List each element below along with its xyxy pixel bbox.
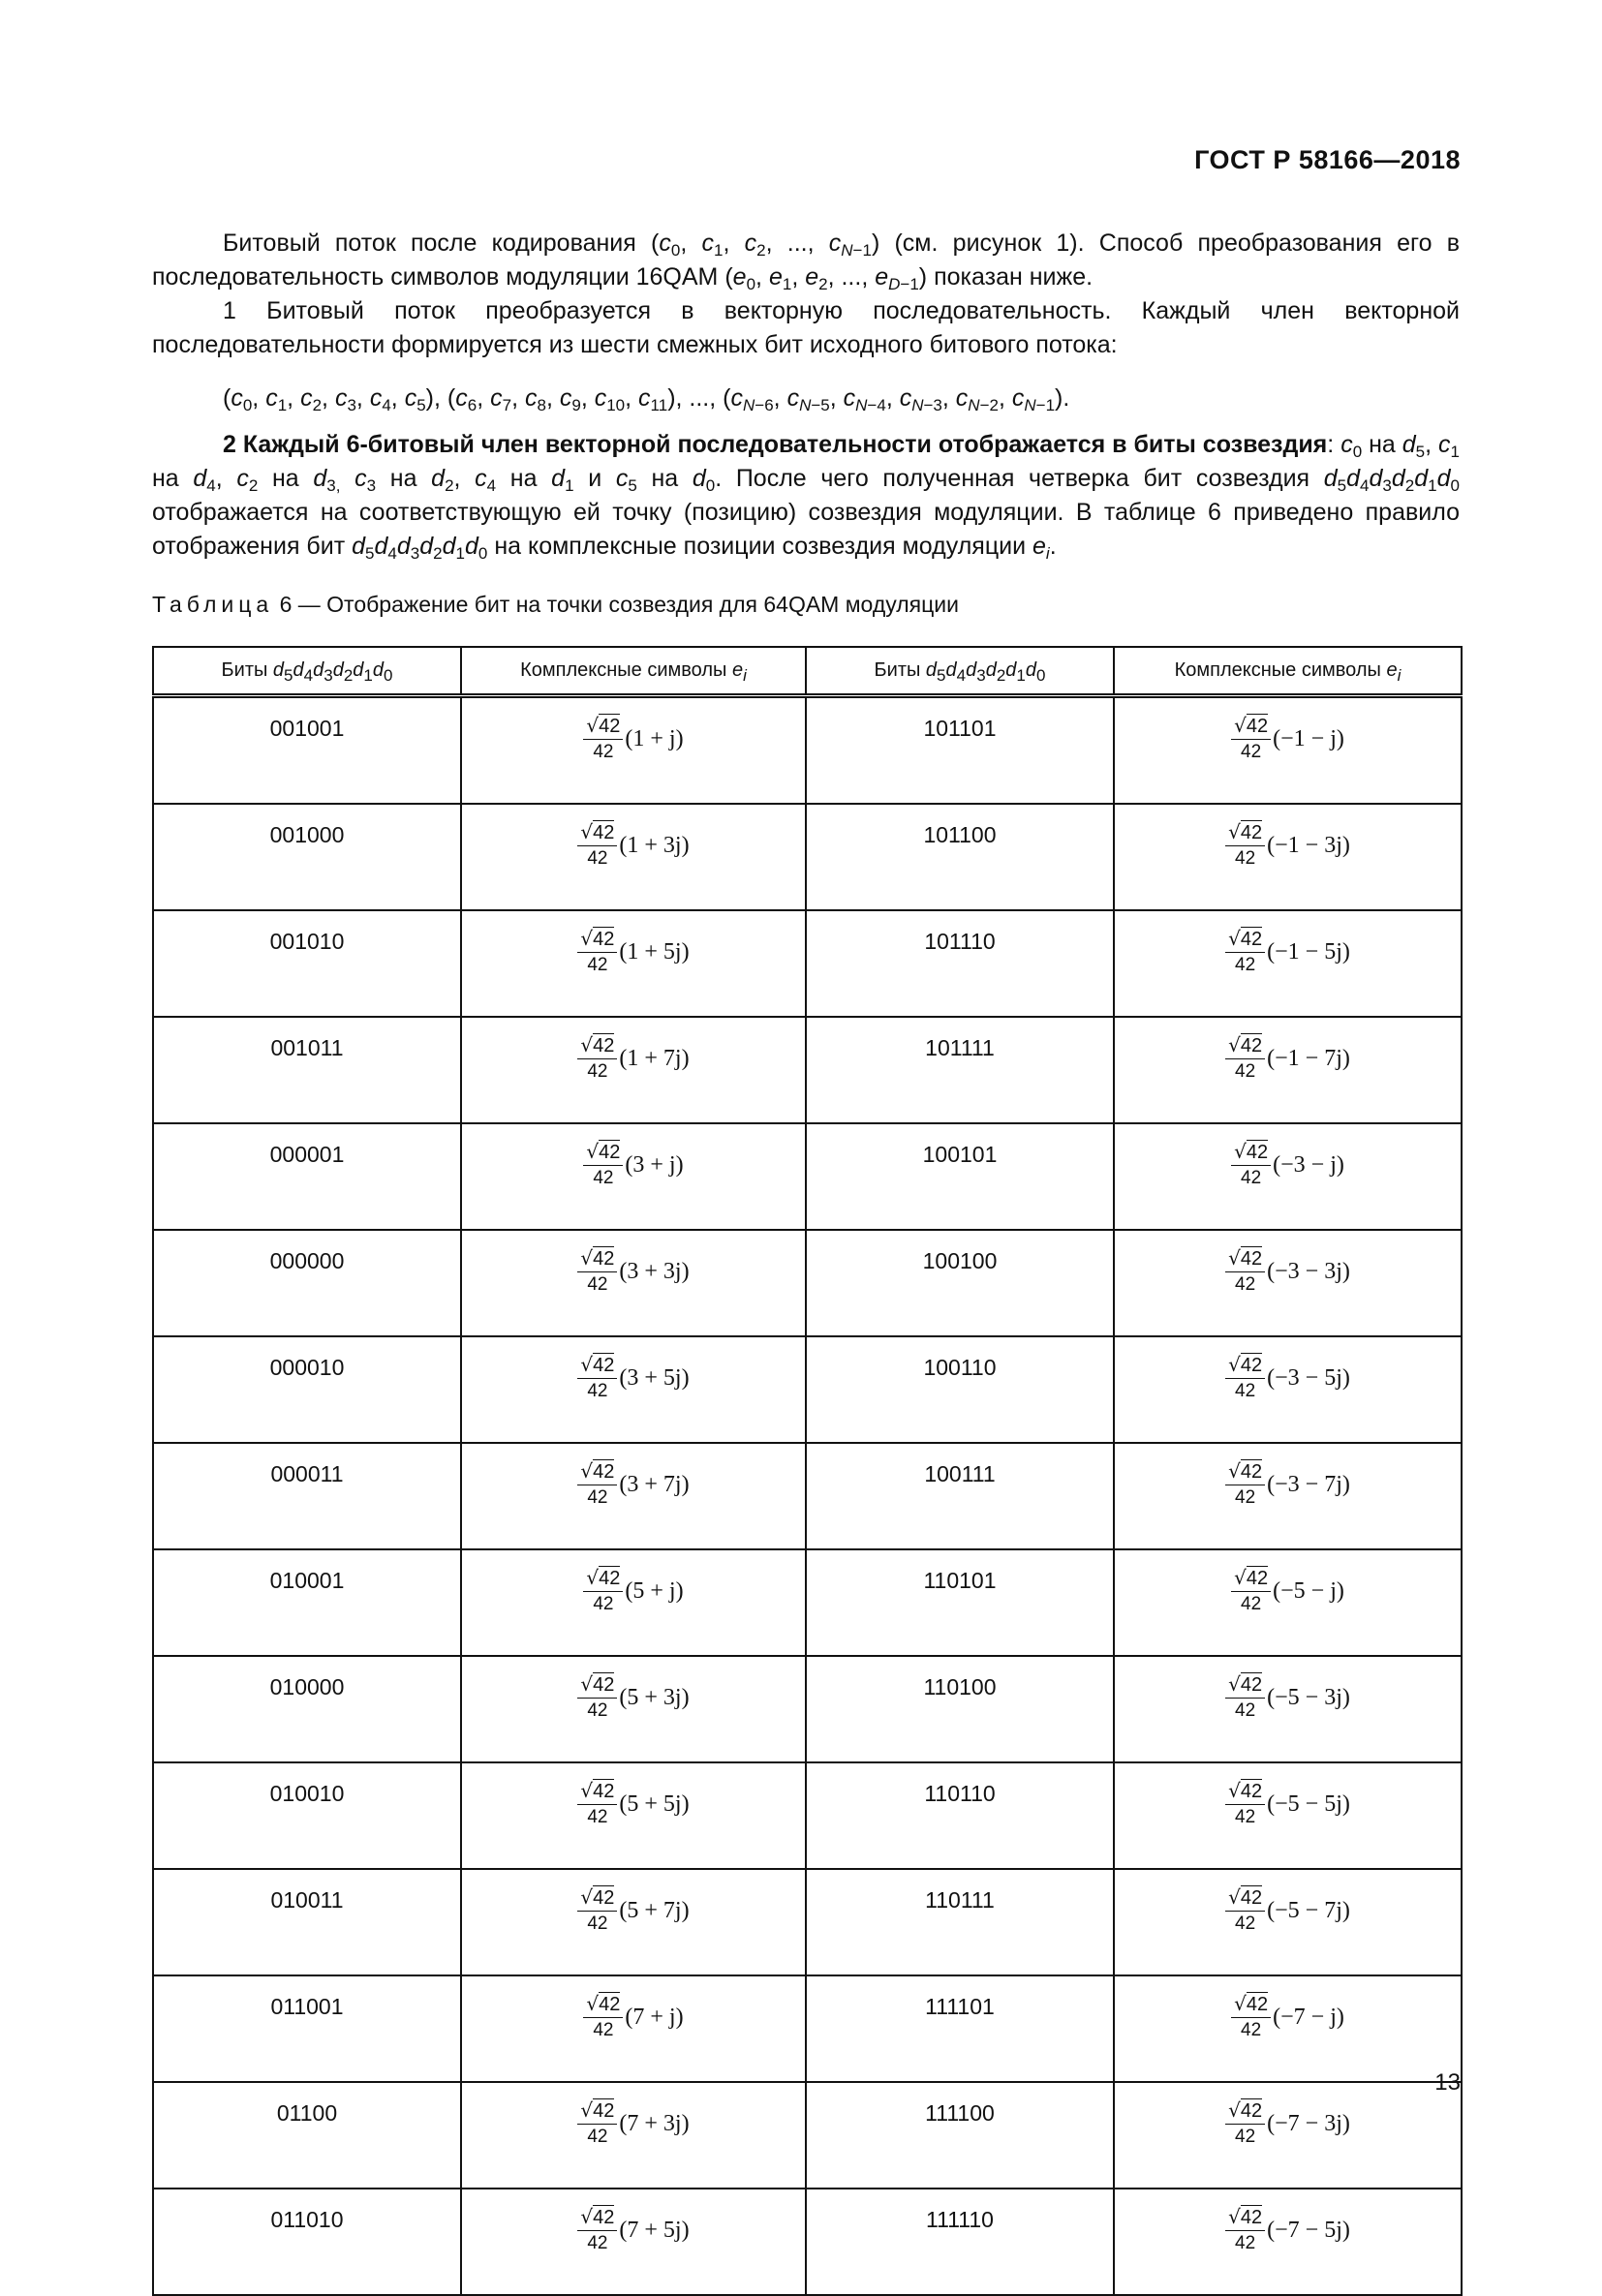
factor-denominator: 42	[587, 1274, 608, 1295]
symbol-sequence-e: ($e_0$, $e_1$, $e_2$, ..., $e_{D-1}$)	[724, 263, 928, 293]
bits-right-cell: 100111	[806, 1443, 1114, 1549]
symbol-expression: $\frac{√42}{42}$ ( 7 + 5j )	[577, 2204, 689, 2256]
bits-left-cell: 010001	[153, 1549, 461, 1656]
symbol-expression: $\frac{√42}{42}$ ( −5 − 5j )	[1225, 1778, 1350, 1830]
normalization-factor	[1225, 1884, 1265, 1937]
sqrt-icon: √	[1228, 1459, 1241, 1483]
complex-value: 1 + 5j	[627, 938, 682, 964]
factor-denominator: 42	[587, 1381, 608, 1401]
sqrt-icon: √	[1228, 2098, 1241, 2122]
symbol-right-cell	[1114, 1123, 1462, 1230]
table-row	[153, 1549, 1462, 1656]
normalization-factor	[1225, 1671, 1265, 1724]
symbol-right-cell	[1114, 910, 1462, 1017]
factor-numerator: 42	[1240, 929, 1263, 950]
factor-numerator: 42	[599, 1568, 621, 1589]
factor-numerator: 42	[593, 929, 615, 950]
factor-denominator: 42	[593, 742, 614, 762]
sqrt-icon: √	[586, 714, 600, 737]
symbol-expression: $\frac{√42}{42}$ ( −3 − 3j )	[1225, 1245, 1350, 1298]
normalization-factor	[577, 1884, 617, 1937]
factor-denominator: 42	[1235, 848, 1256, 869]
factor-denominator: 42	[1235, 1381, 1256, 1401]
table-row	[153, 1869, 1462, 1975]
factor-denominator: 42	[587, 1700, 608, 1721]
normalization-factor	[583, 1565, 623, 1617]
bits-left-cell: 011001	[153, 1975, 461, 2082]
symbol-expression: $\frac{√42}{42}$ ( −1 − 5j )	[1225, 926, 1350, 978]
normalization-factor	[577, 819, 617, 872]
factor-denominator: 42	[587, 1913, 608, 1934]
complex-value: −7 − j	[1280, 2004, 1337, 2030]
symbol-expression: $\frac{√42}{42}$ ( 1 + j )	[583, 713, 683, 765]
factor-numerator: 42	[593, 1035, 615, 1056]
normalization-factor	[1225, 1245, 1265, 1298]
symbol-left-cell	[461, 1230, 806, 1336]
factor-numerator: 42	[593, 1674, 615, 1696]
factor-denominator: 42	[587, 955, 608, 975]
factor-denominator: 42	[587, 1061, 608, 1082]
bits-left-cell: 011010	[153, 2189, 461, 2295]
constellation-word-1: $d_5d_4d_3d_2d_1d_0$	[1323, 465, 1460, 495]
header-bits-right: Биты $d_5d_4d_3d_2d_1d_0$	[806, 647, 1114, 696]
bits-left-cell: 001000	[153, 804, 461, 910]
factor-numerator: 42	[1240, 1355, 1263, 1376]
vector-formula: ($c_0$, $c_1$, $c_2$, $c_3$, $c_4$, $c_5$), ($c_6$, $c_7$, $c_8$, $c_9$, $c_{10}$, $c_{11}$), ..., ($c_{N-6}$, $c_{N-5}$, $c_{N-4}$, $c_{N-3}$, $c_{N-2}$, $c_{N-1}$).	[223, 384, 1070, 414]
factor-numerator: 42	[599, 1142, 621, 1163]
normalization-factor	[577, 1352, 617, 1404]
bits-right-cell: 101100	[806, 804, 1114, 910]
factor-denominator: 42	[1235, 2127, 1256, 2147]
complex-value: 3 + j	[632, 1151, 676, 1178]
normalization-factor	[1225, 2097, 1265, 2150]
complex-value: −1 − 3j	[1275, 832, 1342, 858]
complex-value: 3 + 3j	[627, 1258, 682, 1284]
bits-right-cell: 110111	[806, 1869, 1114, 1975]
complex-value: −1 − 7j	[1275, 1045, 1342, 1071]
symbol-right-cell	[1114, 696, 1462, 805]
symbol-left-cell	[461, 1549, 806, 1656]
table-row	[153, 1443, 1462, 1549]
normalization-factor	[577, 1778, 617, 1830]
table-row	[153, 1230, 1462, 1336]
sqrt-icon: √	[1234, 1566, 1247, 1589]
symbol-right-cell	[1114, 2082, 1462, 2189]
normalization-factor	[1231, 1991, 1271, 2043]
normalization-factor	[577, 1245, 617, 1298]
complex-value: 7 + 3j	[627, 2110, 682, 2136]
bits-left-cell: 001011	[153, 1017, 461, 1123]
header-bits-left: Биты $d_5d_4d_3d_2d_1d_0$	[153, 647, 461, 696]
complex-value: 7 + 5j	[627, 2217, 682, 2243]
bits-right-cell: 100101	[806, 1123, 1114, 1230]
factor-denominator: 42	[593, 1168, 614, 1188]
symbol-expression: $\frac{√42}{42}$ ( 7 + 3j )	[577, 2097, 689, 2150]
symbol-expression: $\frac{√42}{42}$ ( −5 − 7j )	[1225, 1884, 1350, 1937]
symbol-right-cell	[1114, 1017, 1462, 1123]
complex-value: 3 + 5j	[627, 1364, 682, 1391]
bits-right-cell: 101101	[806, 696, 1114, 805]
bits-right-cell: 110110	[806, 1762, 1114, 1869]
sqrt-icon: √	[580, 1246, 594, 1270]
symbol-expression: $\frac{√42}{42}$ ( 1 + 7j )	[577, 1032, 689, 1085]
sqrt-icon: √	[586, 1992, 600, 2015]
step-2-text-1: После чего полученная четверка бит созвездия	[722, 465, 1324, 492]
sqrt-icon: √	[1228, 1033, 1241, 1056]
bits-right-cell: 111100	[806, 2082, 1114, 2189]
bits-right-cell: 100100	[806, 1230, 1114, 1336]
constellation-word-2: $d_5d_4d_3d_2d_1d_0$	[352, 533, 488, 563]
normalization-factor	[577, 1458, 617, 1511]
table-header-row	[153, 647, 1462, 696]
bits-left-cell: 001010	[153, 910, 461, 1017]
factor-numerator: 42	[593, 1355, 615, 1376]
bits-right-cell: 111101	[806, 1975, 1114, 2082]
sqrt-icon: √	[580, 2098, 594, 2122]
symbol-expression: $\frac{√42}{42}$ ( −3 − 5j )	[1225, 1352, 1350, 1404]
sqrt-icon: √	[1228, 1672, 1241, 1696]
symbol-expression: $\frac{√42}{42}$ ( 3 + 5j )	[577, 1352, 689, 1404]
symbol-right-cell	[1114, 1549, 1462, 1656]
table-row	[153, 2082, 1462, 2189]
bits-left-cell: 001001	[153, 696, 461, 805]
table-row	[153, 696, 1462, 805]
complex-value: 5 + 3j	[627, 1684, 682, 1710]
paragraph-step-2	[152, 428, 1460, 564]
complex-value: 3 + 7j	[627, 1471, 682, 1497]
complex-value: −7 − 3j	[1275, 2110, 1342, 2136]
table-caption	[152, 592, 959, 618]
symbol-expression: $\frac{√42}{42}$ ( 3 + j )	[583, 1139, 683, 1191]
symbol-expression: $\frac{√42}{42}$ ( −5 − 3j )	[1225, 1671, 1350, 1724]
factor-numerator: 42	[1240, 2100, 1263, 2122]
normalization-factor	[583, 713, 623, 765]
symbol-expression: $\frac{√42}{42}$ ( −1 − 7j )	[1225, 1032, 1350, 1085]
complex-value: 5 + 7j	[627, 1897, 682, 1923]
factor-numerator: 42	[593, 2100, 615, 2122]
symbol-left-cell	[461, 2189, 806, 2295]
normalization-factor	[577, 1671, 617, 1724]
factor-numerator: 42	[593, 1461, 615, 1483]
sqrt-icon: √	[580, 820, 594, 843]
symbol-expression: $\frac{√42}{42}$ ( −7 − 3j )	[1225, 2097, 1350, 2150]
symbol-left-cell	[461, 1336, 806, 1443]
factor-denominator: 42	[1235, 1274, 1256, 1295]
factor-numerator: 42	[1240, 1781, 1263, 1802]
symbol-expression: $\frac{√42}{42}$ ( 7 + j )	[583, 1991, 683, 2043]
sqrt-icon: √	[580, 1672, 594, 1696]
sqrt-icon: √	[1228, 1246, 1241, 1270]
factor-denominator: 42	[1235, 955, 1256, 975]
complex-value: 7 + j	[632, 2004, 676, 2030]
sqrt-icon: √	[580, 1885, 594, 1909]
symbol-expression: $\frac{√42}{42}$ ( 5 + 5j )	[577, 1778, 689, 1830]
sqrt-icon: √	[1234, 714, 1247, 737]
symbol-left-cell	[461, 1762, 806, 1869]
factor-numerator: 42	[593, 1781, 615, 1802]
sqrt-icon: √	[1228, 2205, 1241, 2228]
table-row	[153, 1017, 1462, 1123]
symbol-right-cell	[1114, 1975, 1462, 2082]
bits-left-cell: 000001	[153, 1123, 461, 1230]
normalization-factor	[577, 2204, 617, 2256]
symbol-left-cell	[461, 1869, 806, 1975]
symbol-expression: $\frac{√42}{42}$ ( −7 − 5j )	[1225, 2204, 1350, 2256]
bits-left-cell: 010011	[153, 1869, 461, 1975]
factor-numerator: 42	[593, 2207, 615, 2228]
bits-right-cell: 110100	[806, 1656, 1114, 1762]
factor-denominator: 42	[1241, 1594, 1262, 1614]
symbol-right-cell	[1114, 1656, 1462, 1762]
factor-denominator: 42	[587, 2233, 608, 2253]
normalization-factor	[1225, 819, 1265, 872]
factor-numerator: 42	[599, 1994, 621, 2015]
factor-numerator: 42	[1246, 1568, 1269, 1589]
complex-value: −3 − 7j	[1275, 1471, 1342, 1497]
bits-left-cell: 000000	[153, 1230, 461, 1336]
symbol-expression: $\frac{√42}{42}$ ( −1 − j )	[1231, 713, 1344, 765]
normalization-factor	[1225, 1458, 1265, 1511]
factor-denominator: 42	[1235, 2233, 1256, 2253]
table-caption-text: 6 — Отображение бит на точки созвездия для 64QAM модуляции	[273, 592, 959, 617]
paragraph-bitstream-start: Битовый поток после кодирования	[223, 230, 652, 257]
complex-value: −5 − 5j	[1275, 1791, 1342, 1817]
factor-numerator: 42	[1246, 1994, 1269, 2015]
symbol-expression: $\frac{√42}{42}$ ( −7 − j )	[1231, 1991, 1344, 2043]
normalization-factor	[577, 1032, 617, 1085]
symbol-left-cell	[461, 910, 806, 1017]
factor-denominator: 42	[587, 1487, 608, 1508]
normalization-factor	[577, 926, 617, 978]
table-caption-label: Таблица	[152, 592, 274, 617]
factor-numerator: 42	[593, 1887, 615, 1909]
factor-denominator: 42	[1235, 1061, 1256, 1082]
table-row	[153, 804, 1462, 910]
sqrt-icon: √	[1228, 820, 1241, 843]
factor-numerator: 42	[1246, 716, 1269, 737]
table-row	[153, 1123, 1462, 1230]
bit-mapping-table	[152, 646, 1463, 2296]
sqrt-icon: √	[586, 1566, 600, 1589]
factor-numerator: 42	[1240, 1674, 1263, 1696]
bits-left-cell: 010010	[153, 1762, 461, 1869]
sqrt-icon: √	[1228, 1353, 1241, 1376]
symbol-right-cell	[1114, 1762, 1462, 1869]
symbol-left-cell	[461, 1975, 806, 2082]
sqrt-icon: √	[1234, 1992, 1247, 2015]
step-2-text-2: отображается на соответствующую ей точку (позицию) созвездия модуляции. В таблице 6 приведено правило отображения бит	[152, 499, 1460, 560]
table-row	[153, 2189, 1462, 2295]
factor-denominator: 42	[587, 2127, 608, 2147]
table-row	[153, 1336, 1462, 1443]
complex-value: −7 − 5j	[1275, 2217, 1342, 2243]
sqrt-icon: √	[580, 927, 594, 950]
sqrt-icon: √	[580, 1353, 594, 1376]
symbol-expression: $\frac{√42}{42}$ ( 3 + 7j )	[577, 1458, 689, 1511]
symbol-left-cell	[461, 1123, 806, 1230]
complex-value: −3 − j	[1280, 1151, 1337, 1178]
bits-left-cell: 010000	[153, 1656, 461, 1762]
symbol-left-cell	[461, 1017, 806, 1123]
bits-right-cell: 100110	[806, 1336, 1114, 1443]
complex-value: −1 − 5j	[1275, 938, 1342, 964]
normalization-factor	[1225, 1352, 1265, 1404]
table-row	[153, 910, 1462, 1017]
factor-denominator: 42	[1241, 742, 1262, 762]
symbol-right-cell	[1114, 1336, 1462, 1443]
symbol-right-cell	[1114, 804, 1462, 910]
symbol-right-cell	[1114, 1443, 1462, 1549]
normalization-factor	[1231, 1139, 1271, 1191]
factor-numerator: 42	[1240, 1035, 1263, 1056]
factor-numerator: 42	[1240, 1461, 1263, 1483]
sqrt-icon: √	[580, 1459, 594, 1483]
symbol-right-cell	[1114, 1869, 1462, 1975]
normalization-factor	[1225, 1032, 1265, 1085]
sqrt-icon: √	[580, 1779, 594, 1802]
table-row	[153, 1975, 1462, 2082]
bits-right-cell: 101111	[806, 1017, 1114, 1123]
bits-left-cell: 000010	[153, 1336, 461, 1443]
complex-value: 5 + j	[632, 1577, 676, 1604]
sqrt-icon: √	[580, 1033, 594, 1056]
sqrt-icon: √	[1234, 1140, 1247, 1163]
sqrt-icon: √	[1228, 927, 1241, 950]
factor-numerator: 42	[593, 822, 615, 843]
symbol-expression: $\frac{√42}{42}$ ( 5 + 7j )	[577, 1884, 689, 1937]
step-2-text-3: на комплексные позиции созвездия модуляции	[487, 533, 1033, 560]
bits-left-cell: 01100	[153, 2082, 461, 2189]
sqrt-icon: √	[586, 1140, 600, 1163]
factor-numerator: 42	[593, 1248, 615, 1270]
factor-numerator: 42	[1246, 1142, 1269, 1163]
complex-value: −3 − 3j	[1275, 1258, 1342, 1284]
symbol-expression: $\frac{√42}{42}$ ( 1 + 3j )	[577, 819, 689, 872]
normalization-factor	[577, 2097, 617, 2150]
complex-value: −5 − j	[1280, 1577, 1337, 1604]
factor-denominator: 42	[1241, 2020, 1262, 2040]
complex-value: 5 + 5j	[627, 1791, 682, 1817]
symbol-expression: $\frac{√42}{42}$ ( −1 − 3j )	[1225, 819, 1350, 872]
table-row	[153, 1656, 1462, 1762]
normalization-factor	[1225, 926, 1265, 978]
step-2-bold-text: 2 Каждый 6-битовый член векторной последовательности отображается в биты созвездия	[223, 431, 1328, 458]
factor-numerator: 42	[1240, 2207, 1263, 2228]
bit-sequence-c: ($c_0$, $c_1$, $c_2$, ..., $c_{N-1}$)	[651, 230, 880, 260]
symbol-expression: $\frac{√42}{42}$ ( 1 + 5j )	[577, 926, 689, 978]
factor-denominator: 42	[593, 1594, 614, 1614]
paragraph-bitstream-end: показан ниже.	[934, 263, 1094, 291]
symbol-expression: $\frac{√42}{42}$ ( 5 + j )	[583, 1565, 683, 1617]
bits-right-cell: 101110	[806, 910, 1114, 1017]
complex-value: −3 − 5j	[1275, 1364, 1342, 1391]
bits-right-cell: 110101	[806, 1549, 1114, 1656]
header-symbols-right: Комплексные символы $e_i$	[1114, 647, 1462, 696]
complex-value: −5 − 3j	[1275, 1684, 1342, 1710]
normalization-factor	[583, 1139, 623, 1191]
symbol-ei: $e_i$.	[1032, 533, 1057, 563]
factor-denominator: 42	[1235, 1487, 1256, 1508]
factor-denominator: 42	[1235, 1913, 1256, 1934]
factor-denominator: 42	[1235, 1700, 1256, 1721]
symbol-left-cell	[461, 2082, 806, 2189]
factor-denominator: 42	[1241, 1168, 1262, 1188]
factor-denominator: 42	[587, 848, 608, 869]
symbol-right-cell	[1114, 2189, 1462, 2295]
symbol-expression: $\frac{√42}{42}$ ( −5 − j )	[1231, 1565, 1344, 1617]
complex-value: 1 + j	[632, 725, 676, 751]
symbol-expression: $\frac{√42}{42}$ ( −3 − 7j )	[1225, 1458, 1350, 1511]
bit-mapping-rule: : $c_0$ на $d_5$, $c_1$ на $d_4$, $c_2$ на $d_{3,}$ $c_3$ на $d_2$, $c_4$ на $d_1$ и $c_5$ на $d_0$.	[152, 431, 1461, 495]
normalization-factor	[583, 1991, 623, 2043]
complex-value: 1 + 7j	[627, 1045, 682, 1071]
symbol-right-cell	[1114, 1230, 1462, 1336]
document-header-id: ГОСТ Р 58166—2018	[1194, 145, 1461, 174]
complex-value: −1 − j	[1280, 725, 1337, 751]
factor-numerator: 42	[1240, 1887, 1263, 1909]
complex-value: 1 + 3j	[627, 832, 682, 858]
symbol-left-cell	[461, 1656, 806, 1762]
paragraph-bitstream	[152, 227, 1460, 294]
symbol-expression: $\frac{√42}{42}$ ( 5 + 3j )	[577, 1671, 689, 1724]
factor-numerator: 42	[1240, 1248, 1263, 1270]
paragraph-step-1: 1 Битовый поток преобразуется в векторную последовательность. Каждый член векторной последовательности формируется из шести смежных бит исходного битового потока:	[152, 297, 1460, 358]
factor-numerator: 42	[1240, 822, 1263, 843]
factor-numerator: 42	[599, 716, 621, 737]
table-body	[153, 696, 1462, 2296]
complex-value: −5 − 7j	[1275, 1897, 1342, 1923]
symbol-left-cell	[461, 804, 806, 910]
normalization-factor	[1231, 1565, 1271, 1617]
normalization-factor	[1225, 2204, 1265, 2256]
sqrt-icon: √	[1228, 1885, 1241, 1909]
table-row	[153, 1762, 1462, 1869]
normalization-factor	[1231, 713, 1271, 765]
factor-denominator: 42	[1235, 1807, 1256, 1827]
header-symbols-left: Комплексные символы $e_i$	[461, 647, 806, 696]
bits-left-cell: 000011	[153, 1443, 461, 1549]
normalization-factor	[1225, 1778, 1265, 1830]
page-number: 13	[1434, 2069, 1461, 2096]
paragraph-bitstream-mid: (см. рисунок 1). Способ преобразования его в последовательность символов модуляции 16QAM	[152, 230, 1460, 291]
symbol-expression: $\frac{√42}{42}$ ( −3 − j )	[1231, 1139, 1344, 1191]
factor-denominator: 42	[587, 1807, 608, 1827]
factor-denominator: 42	[593, 2020, 614, 2040]
symbol-expression: $\frac{√42}{42}$ ( 3 + 3j )	[577, 1245, 689, 1298]
symbol-left-cell	[461, 696, 806, 805]
sqrt-icon: √	[580, 2205, 594, 2228]
symbol-left-cell	[461, 1443, 806, 1549]
sqrt-icon: √	[1228, 1779, 1241, 1802]
bits-right-cell: 111110	[806, 2189, 1114, 2295]
